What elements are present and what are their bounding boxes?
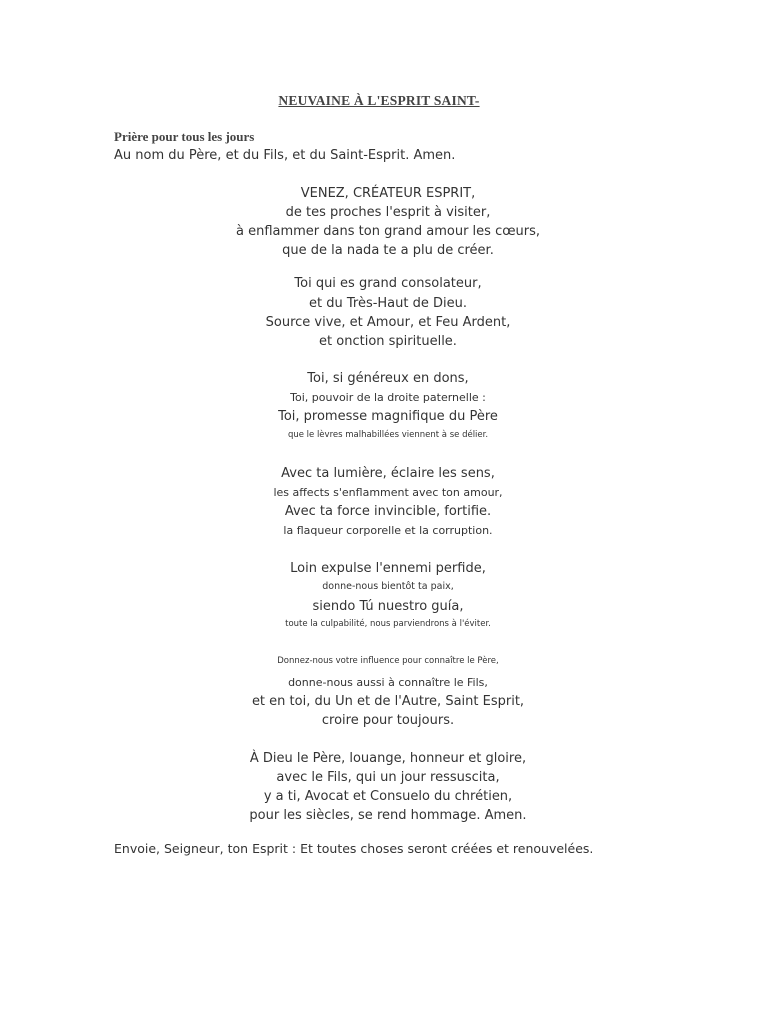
page-title	[0, 93, 768, 109]
hymn-line: les affects s'enflamment avec ton amour,	[273, 486, 503, 499]
hymn-line: toute la culpabilité, nous parviendrons à l'éviter.	[285, 619, 491, 629]
hymn-line: y a ti, Avocat et Consuelo du chrétien,	[263, 789, 513, 804]
hymn-line: siendo Tú nuestro guía,	[312, 599, 464, 614]
hymn-line: Loin expulse l'ennemi perfide,	[290, 561, 486, 576]
hymn-line: Toi, promesse magnifique du Père	[278, 409, 498, 424]
hymn-line: avec le Fils, qui un jour ressuscita,	[276, 770, 500, 785]
hymn-line: VENEZ, CRÉATEUR ESPRIT,	[300, 186, 476, 201]
hymn-line: la flaqueur corporelle et la corruption.	[283, 524, 493, 537]
hymn-line: donne-nous bientôt ta paix,	[322, 581, 454, 592]
hymn-line: Toi, pouvoir de la droite paternelle :	[290, 391, 486, 404]
hymn-line: et en toi, du Un et de l'Autre, Saint Esprit,	[251, 694, 525, 709]
title-text: NEUVAINE À L'ESPRIT SAINT-	[278, 93, 480, 108]
hymn-line: donne-nous aussi à connaître le Fils,	[288, 676, 488, 689]
hymn-line: À Dieu le Père, louange, honneur et gloire,	[249, 751, 527, 766]
hymn-line: Toi qui es grand consolateur,	[294, 276, 482, 291]
hymn-line: que de la nada te a plu de créer.	[282, 243, 494, 258]
hymn-line: croire pour toujours.	[321, 713, 455, 728]
hymn-line: et du Très-Haut de Dieu.	[309, 296, 467, 311]
hymn-line: Source vive, et Amour, et Feu Ardent,	[265, 315, 511, 330]
hymn-line: Avec ta lumière, éclaire les sens,	[281, 466, 495, 481]
prayer-subtitle: Prière pour tous les jours	[114, 129, 255, 144]
intro-line: Au nom du Père, et du Fils, et du Saint-Esprit. Amen.	[114, 148, 456, 163]
hymn-line: et onction spirituelle.	[319, 334, 457, 349]
hymn-line: que le lèvres malhabillées viennent à se délier.	[287, 430, 489, 440]
hymn-line: de tes proches l'esprit à visiter,	[285, 205, 491, 220]
closing-line: Envoie, Seigneur, ton Esprit : Et toutes choses seront créées et renouvelées.	[114, 841, 594, 856]
hymn-line: Donnez-nous votre influence pour connaître le Père,	[277, 656, 499, 666]
hymn-line: Avec ta force invincible, fortifie.	[284, 504, 492, 519]
hymn-line: pour les siècles, se rend hommage. Amen.	[249, 808, 527, 823]
hymn-line: à enflammer dans ton grand amour les cœurs,	[235, 224, 540, 239]
hymn-line: Toi, si généreux en dons,	[307, 371, 469, 386]
